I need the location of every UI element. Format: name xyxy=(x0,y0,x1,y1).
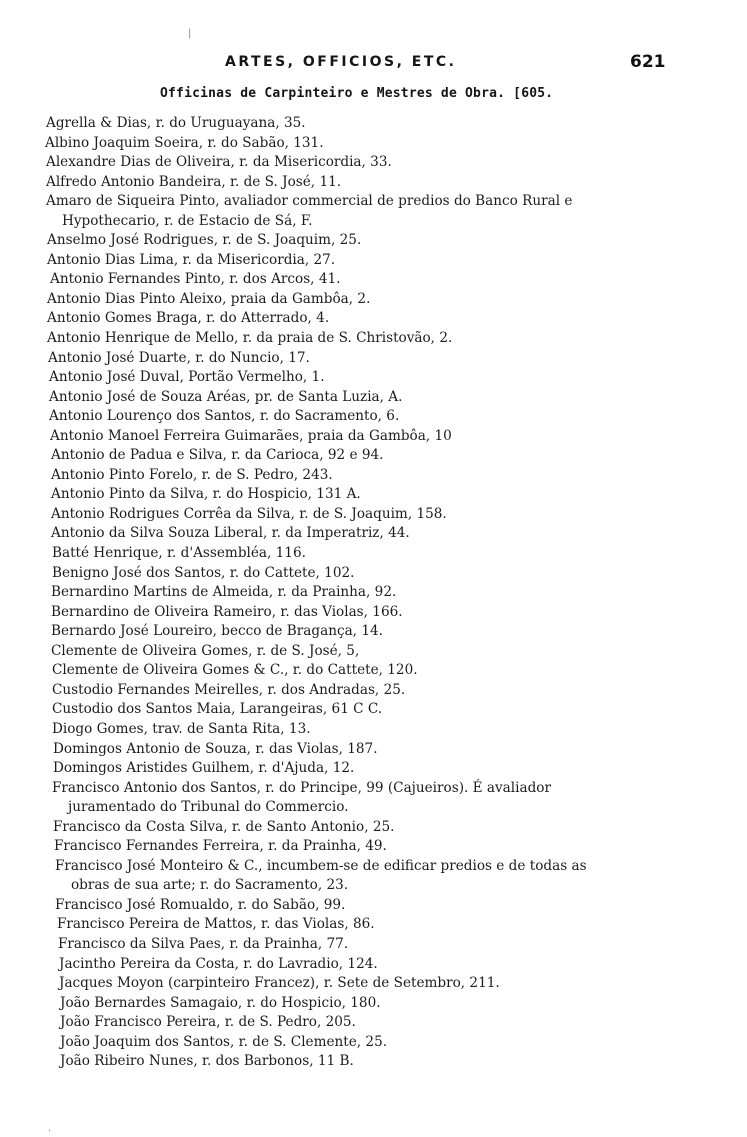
entry-continuation: obras de sua arte; r. do Sacramento, 23. xyxy=(71,877,349,894)
directory-entry xyxy=(0,192,747,231)
entry-text: Custodio Fernandes Meirelles, r. dos Andradas, 25. xyxy=(52,681,406,698)
entry-text: Antonio da Silva Souza Liberal, r. da Imperatriz, 44. xyxy=(51,525,410,542)
directory-entry xyxy=(0,779,747,818)
directory-entry xyxy=(0,270,747,290)
directory-entry xyxy=(0,544,747,564)
stray-mark: | xyxy=(188,28,192,39)
entry-text: Francisco da Costa Silva, r. de Santo Antonio, 25. xyxy=(53,818,395,835)
entry-text: Francisco Antonio dos Santos, r. do Principe, 99 (Cajueiros). É avaliador xyxy=(52,779,551,796)
entry-text: Agrella & Dias, r. do Uruguayana, 35. xyxy=(46,115,306,131)
section-heading: Officinas de Carpinteiro e Mestres de Obra. [605. xyxy=(160,86,554,101)
entry-text: Albino Joaquim Soeira, r. do Sabão, 131. xyxy=(45,134,324,151)
directory-entry xyxy=(0,857,747,896)
entry-text: Diogo Gomes, trav. de Santa Rita, 13. xyxy=(52,720,311,737)
directory-entry xyxy=(0,661,747,681)
entry-continuation: Hypothecario, r. de Estacio de Sá, F. xyxy=(62,212,313,229)
entry-text: Benigno José dos Santos, r. do Cattete, 102. xyxy=(52,564,355,581)
directory-entry xyxy=(0,935,747,955)
directory-entry xyxy=(0,681,747,701)
directory-entry xyxy=(0,818,747,838)
directory-entry xyxy=(0,720,747,740)
directory-entry xyxy=(0,173,747,193)
directory-entry xyxy=(0,603,747,623)
entry-text: Francisco Pereira de Mattos, r. das Violas, 86. xyxy=(57,916,375,933)
directory-entry xyxy=(0,915,747,935)
directory-entry xyxy=(0,759,747,779)
entry-text: Antonio Gomes Braga, r. do Atterrado, 4. xyxy=(47,310,330,327)
entry-text: Francisco José Monteiro & C., incumbem-se de edificar predios e de todas as xyxy=(55,857,587,874)
page-number: 621 xyxy=(630,52,666,72)
directory-entry xyxy=(0,427,747,447)
entry-text: Custodio dos Santos Maia, Larangeiras, 61 C C. xyxy=(52,701,383,718)
entry-text: Amaro de Siqueira Pinto, avaliador commercial de predios do Banco Rural e xyxy=(46,193,573,210)
entry-text: Antonio Manoel Ferreira Guimarães, praia da Gambôa, 10 xyxy=(50,427,452,444)
directory-entry xyxy=(0,955,747,975)
directory-entry xyxy=(0,622,747,642)
entry-text: Clemente de Oliveira Gomes, r. de S. José, 5, xyxy=(51,642,360,659)
directory-entry xyxy=(0,349,747,369)
entry-text: Antonio Rodrigues Corrêa da Silva, r. de S. Joaquim, 158. xyxy=(51,505,447,522)
entry-text: Antonio Pinto da Silva, r. do Hospicio, 131 A. xyxy=(51,486,361,503)
entry-text: Antonio de Padua e Silva, r. da Carioca, 92 e 94. xyxy=(51,447,384,464)
entry-text: Antonio Fernandes Pinto, r. dos Arcos, 41. xyxy=(50,271,341,288)
directory-entry xyxy=(0,388,747,408)
entry-text: João Joaquim dos Santos, r. de S. Clemente, 25. xyxy=(60,1033,388,1050)
directory-entry xyxy=(0,290,747,310)
directory-entry xyxy=(0,309,747,329)
directory-entry xyxy=(0,114,747,134)
entry-text: Bernardino de Oliveira Rameiro, r. das Violas, 166. xyxy=(51,603,403,620)
entry-text: Antonio José de Souza Aréas, pr. de Santa Luzia, A. xyxy=(49,388,403,405)
entry-continuation: juramentado do Tribunal do Commercio. xyxy=(68,799,349,816)
entry-text: Antonio Lourenço dos Santos, r. do Sacramento, 6. xyxy=(49,408,400,425)
entry-text: Anselmo José Rodrigues, r. de S. Joaquim, 25. xyxy=(47,232,362,249)
directory-entry xyxy=(0,564,747,584)
directory-entry xyxy=(0,134,747,154)
directory-entry xyxy=(0,368,747,388)
directory-entry xyxy=(0,329,747,349)
directory-entry xyxy=(0,700,747,720)
directory-entry xyxy=(0,407,747,427)
directory-entry xyxy=(0,994,747,1014)
entry-text: Domingos Aristides Guilhem, r. d'Ajuda, 12. xyxy=(53,760,355,777)
directory-entry xyxy=(0,974,747,994)
entry-text: Domingos Antonio de Souza, r. das Violas, 187. xyxy=(53,740,378,757)
directory-entry xyxy=(0,740,747,760)
directory-entry xyxy=(0,1033,747,1053)
directory-entry xyxy=(0,642,747,662)
directory-entry xyxy=(0,524,747,544)
entry-text: Jacintho Pereira da Costa, r. do Lavradio, 124. xyxy=(59,955,378,972)
directory-entry xyxy=(0,583,747,603)
directory-entry xyxy=(0,231,747,251)
entry-text: Bernardo José Loureiro, becco de Bragança, 14. xyxy=(51,623,383,640)
running-header xyxy=(0,54,747,78)
directory-entry xyxy=(0,446,747,466)
directory-entry xyxy=(0,466,747,486)
stray-mark: · xyxy=(48,1126,52,1137)
entry-text: Francisco Fernandes Ferreira, r. da Prainha, 49. xyxy=(54,838,387,855)
directory-entry xyxy=(0,251,747,271)
entry-text: Bernardino Martins de Almeida, r. da Prainha, 92. xyxy=(51,584,397,601)
entry-text: Alexandre Dias de Oliveira, r. da Misericordia, 33. xyxy=(46,154,392,171)
entry-text: Francisco José Romualdo, r. do Sabão, 99. xyxy=(55,896,346,913)
entry-text: João Francisco Pereira, r. de S. Pedro, 205. xyxy=(60,1014,356,1031)
entry-text: Clemente de Oliveira Gomes & C., r. do Cattete, 120. xyxy=(52,662,418,679)
entry-text: Antonio Henrique de Mello, r. da praia de S. Christovão, 2. xyxy=(47,330,453,347)
entry-text: Antonio José Duval, Portão Vermelho, 1. xyxy=(49,369,325,386)
directory-entry xyxy=(0,505,747,525)
directory-entry xyxy=(0,837,747,857)
entry-text: Jacques Moyon (carpinteiro Francez), r. Sete de Setembro, 211. xyxy=(59,975,500,992)
entry-text: Antonio Dias Pinto Aleixo, praia da Gambôa, 2. xyxy=(47,290,371,307)
entry-text: Antonio Dias Lima, r. da Misericordia, 27. xyxy=(47,251,336,268)
entry-text: Antonio José Duarte, r. do Nuncio, 17. xyxy=(48,349,310,366)
entry-text: Francisco da Silva Paes, r. da Prainha, 77. xyxy=(58,935,349,952)
entry-text: Antonio Pinto Forelo, r. de S. Pedro, 243. xyxy=(51,466,333,483)
running-title: ARTES, OFFICIOS, ETC. xyxy=(225,54,457,70)
directory-entry xyxy=(0,485,747,505)
entry-text: Alfredo Antonio Bandeira, r. de S. José, 11. xyxy=(46,173,342,190)
directory-entry xyxy=(0,1013,747,1033)
directory-entry xyxy=(0,896,747,916)
entry-text: João Ribeiro Nunes, r. dos Barbonos, 11 B. xyxy=(60,1053,354,1070)
directory-entries xyxy=(0,114,747,1072)
entry-text: João Bernardes Samagaio, r. do Hospicio, 180. xyxy=(60,994,381,1011)
entry-text: Batté Henrique, r. d'Assembléa, 116. xyxy=(52,545,306,562)
directory-entry xyxy=(0,1052,747,1072)
directory-entry xyxy=(0,153,747,173)
